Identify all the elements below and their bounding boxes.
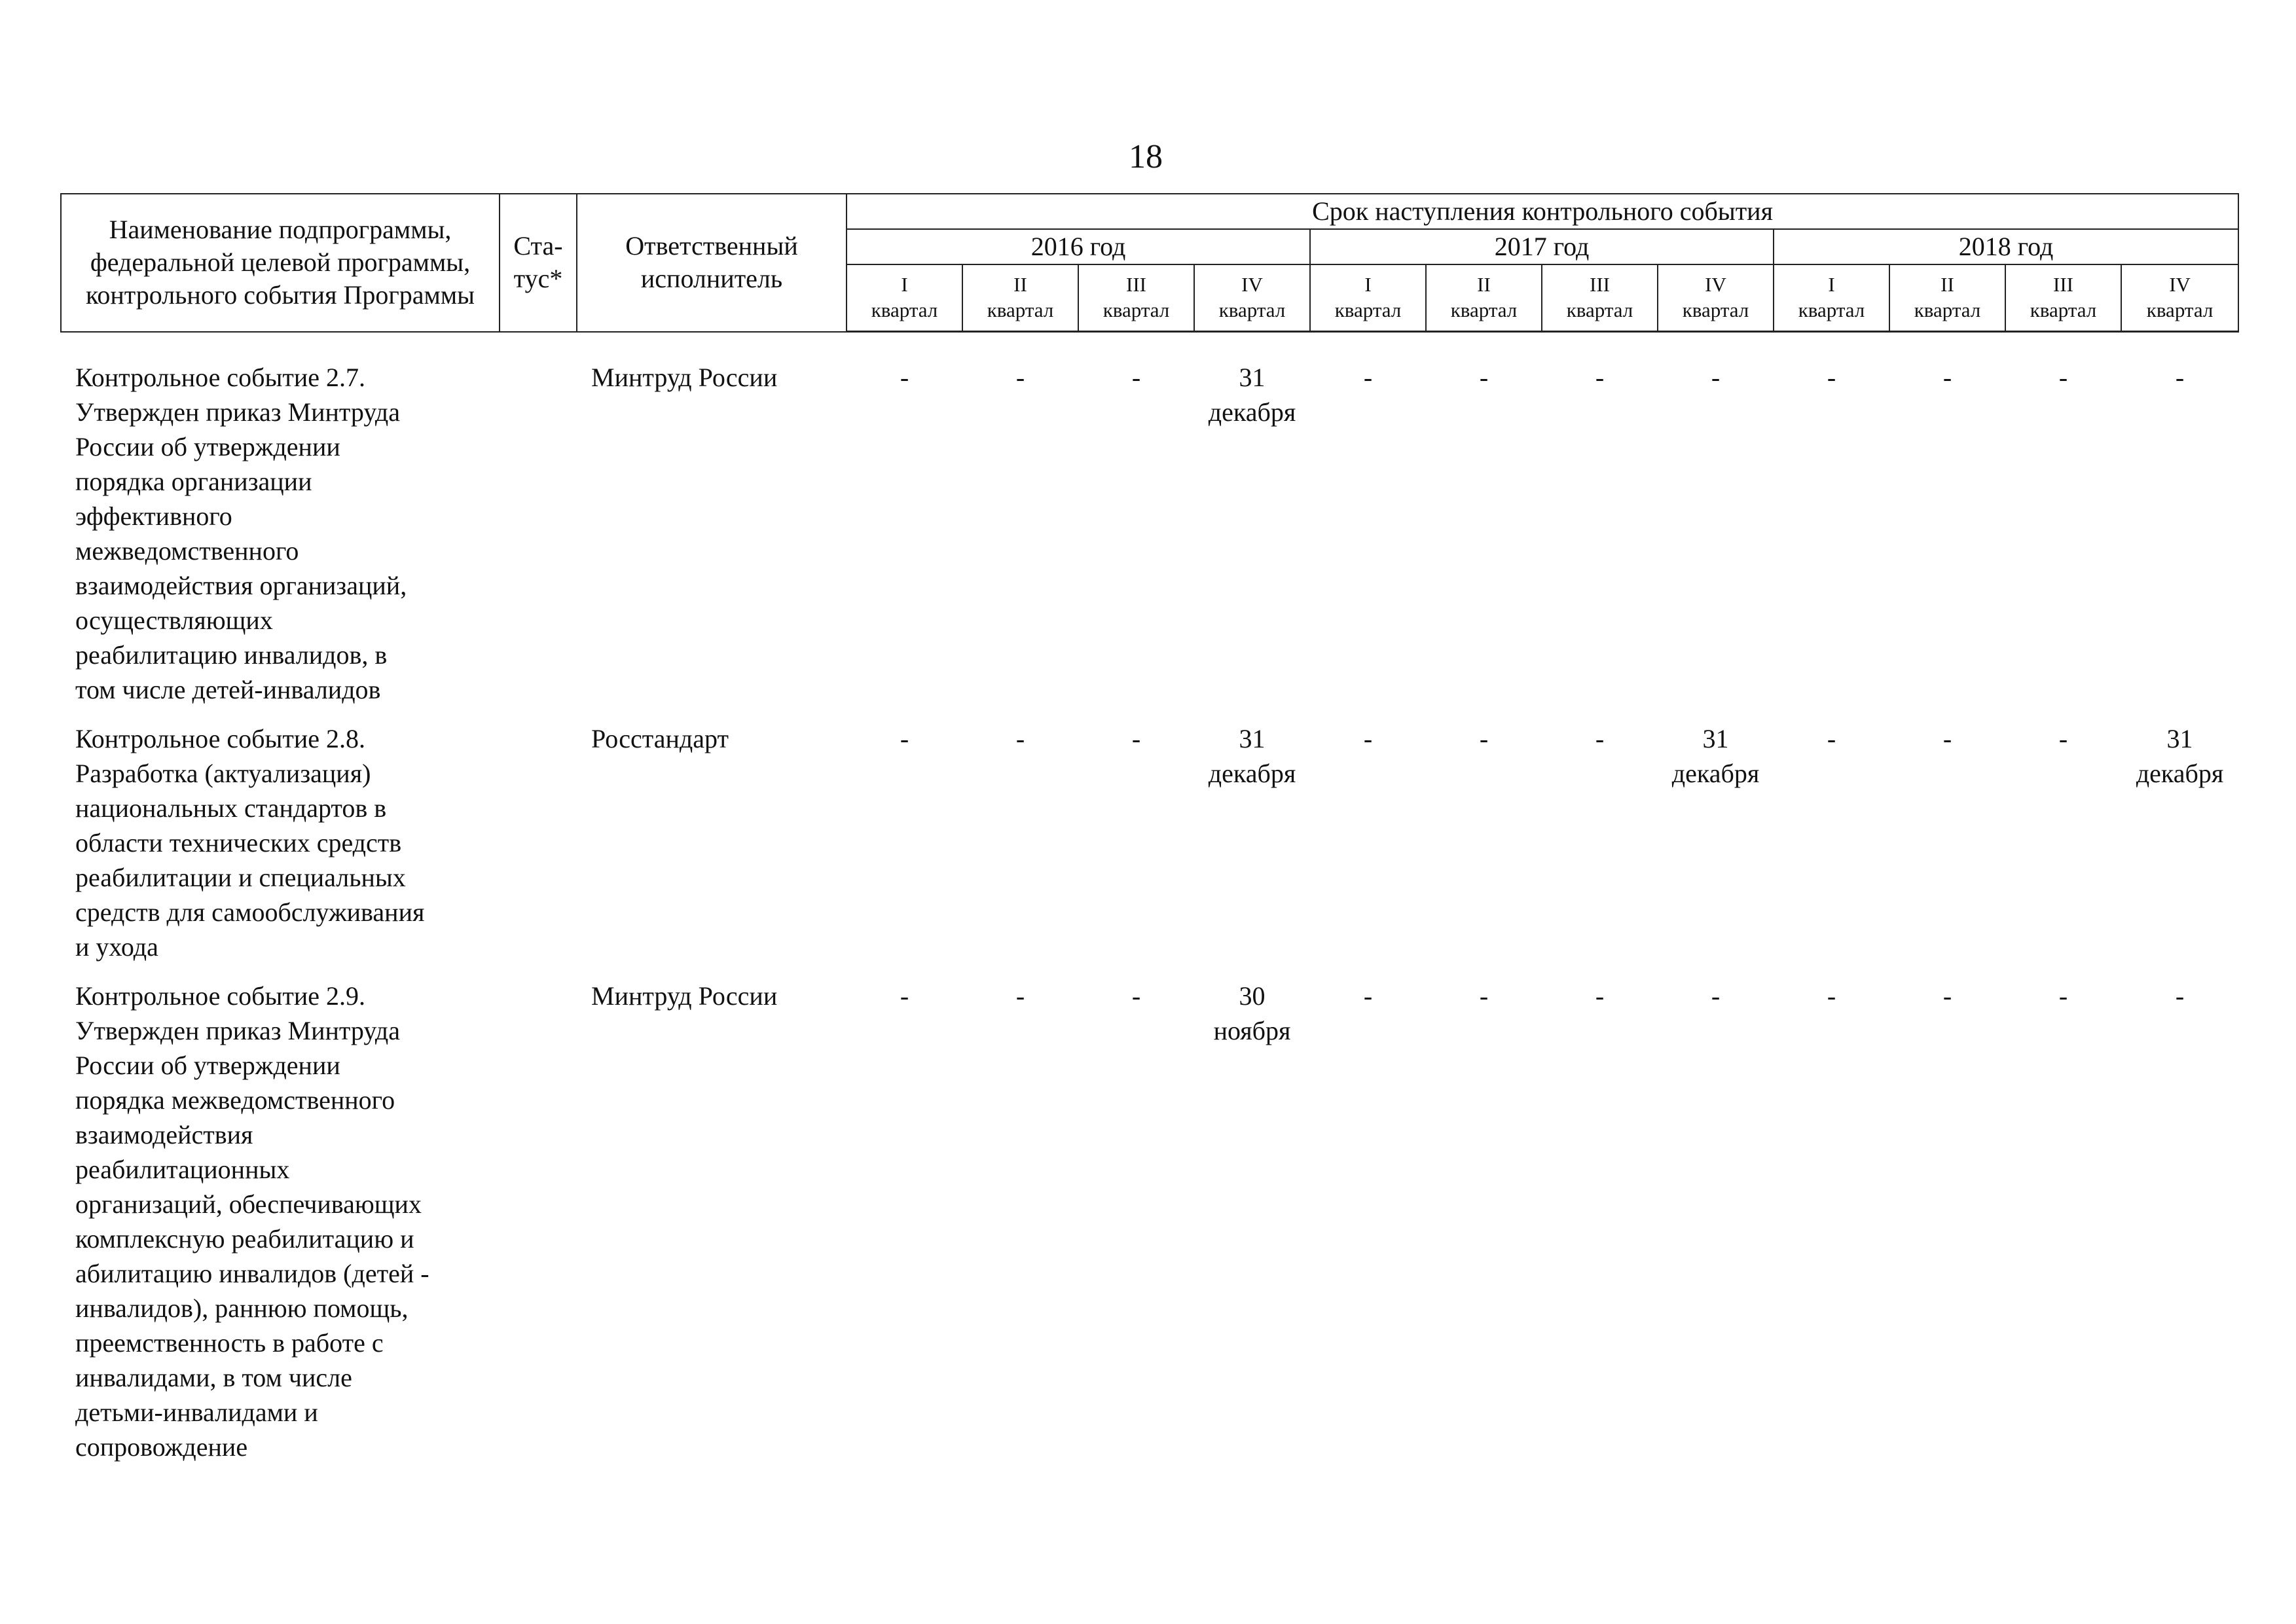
table-body (61, 332, 2238, 1479)
event-status (500, 721, 577, 979)
quarter-cell: - (1827, 981, 1836, 1011)
header-quarter-6: III квартал (1542, 264, 1658, 332)
table-header (61, 194, 2238, 332)
event-name: Контрольное событие 2.8. Разработка (актуализация) национальных стандартов в области технических средств реабилитации и специальных средств для самообслуживания и ухода (75, 724, 425, 962)
header-year-1: 2017 год (1310, 229, 1774, 264)
quarter-cell: - (1942, 724, 1952, 753)
table-row (61, 721, 2238, 979)
quarter-cell: 31 декабря (1208, 724, 1296, 788)
quarter-cell: - (1827, 724, 1836, 753)
header-quarter-9: II квартал (1889, 264, 2005, 332)
page-number: 18 (1129, 138, 1163, 175)
quarter-cell: - (2175, 363, 2185, 392)
header-quarter-8: I квартал (1774, 264, 1889, 332)
quarter-cell: - (1479, 724, 1489, 753)
quarter-cell: 31 декабря (1671, 724, 1760, 788)
quarter-cell: - (1479, 363, 1489, 392)
quarter-cell: - (1131, 724, 1141, 753)
event-status (500, 360, 577, 721)
event-responsible: Минтруд России (591, 981, 778, 1011)
control-events-table (60, 193, 2239, 1479)
quarter-cell: - (2058, 981, 2068, 1011)
quarter-cell: - (1711, 981, 1721, 1011)
table-row (61, 360, 2238, 721)
quarter-cell: - (2058, 363, 2068, 392)
quarter-cell: - (1595, 724, 1605, 753)
header-quarter-3: IV квартал (1194, 264, 1310, 332)
header-quarter-5: II квартал (1426, 264, 1542, 332)
quarter-cell: - (1711, 363, 1721, 392)
quarter-cell: - (1363, 363, 1373, 392)
event-status (500, 979, 577, 1479)
header-year-2: 2018 год (1774, 229, 2238, 264)
header-year-0: 2016 год (847, 229, 1310, 264)
quarter-cell: - (1942, 981, 1952, 1011)
quarter-cell: - (1363, 981, 1373, 1011)
quarter-cell: - (1595, 981, 1605, 1011)
quarter-cell: - (1131, 981, 1141, 1011)
quarter-cell: - (1131, 363, 1141, 392)
table-row (61, 979, 2238, 1479)
quarter-cell: - (900, 363, 909, 392)
header-quarter-11: IV квартал (2121, 264, 2238, 332)
quarter-cell: 31 декабря (2136, 724, 2224, 788)
quarter-cell: - (1595, 363, 1605, 392)
quarter-cell: - (1363, 724, 1373, 753)
header-name-column: Наименование подпрограммы, федеральной целевой программы, контрольного события Программы (61, 194, 500, 332)
header-status-column: Ста-тус* (500, 194, 577, 332)
event-responsible: Росстандарт (591, 724, 729, 753)
event-responsible: Минтруд России (591, 363, 778, 392)
header-quarter-10: III квартал (2005, 264, 2121, 332)
header-quarter-4: I квартал (1310, 264, 1426, 332)
quarter-cell: - (1942, 363, 1952, 392)
header-quarter-2: III квартал (1078, 264, 1194, 332)
header-responsible-column: Ответственный исполнитель (577, 194, 847, 332)
event-name: Контрольное событие 2.9. Утвержден приказ Минтруда России об утверждении порядка межведомственного взаимодействия реабилитационных организаций, обеспечивающих комплексную реабилитацию и абилитацию инвалидов (детей - инвалидов), раннюю помощь, преемственность в работе с инвалидами, в том числе детьми-инвалидами и сопровождение (75, 981, 429, 1462)
quarter-cell: - (2175, 981, 2185, 1011)
quarter-cell: - (1479, 981, 1489, 1011)
event-name: Контрольное событие 2.7. Утвержден приказ Минтруда России об утверждении порядка организации эффективного межведомственного взаимодействия организаций, осуществляющих реабилитацию инвалидов, в том числе детей-инвалидов (75, 363, 407, 704)
header-quarter-7: IV квартал (1658, 264, 1774, 332)
header-quarter-0: I квартал (847, 264, 962, 332)
quarter-cell: - (1015, 724, 1025, 753)
quarter-cell: 31 декабря (1208, 363, 1296, 427)
header-quarter-1: II квартал (962, 264, 1078, 332)
quarter-cell: - (900, 981, 909, 1011)
quarter-cell: - (900, 724, 909, 753)
quarter-cell: - (1015, 981, 1025, 1011)
quarter-cell: 30 ноября (1213, 981, 1291, 1045)
quarter-cell: - (1015, 363, 1025, 392)
header-deadline-column: Срок наступления контрольного события (847, 194, 2238, 229)
quarter-cell: - (2058, 724, 2068, 753)
quarter-cell: - (1827, 363, 1836, 392)
